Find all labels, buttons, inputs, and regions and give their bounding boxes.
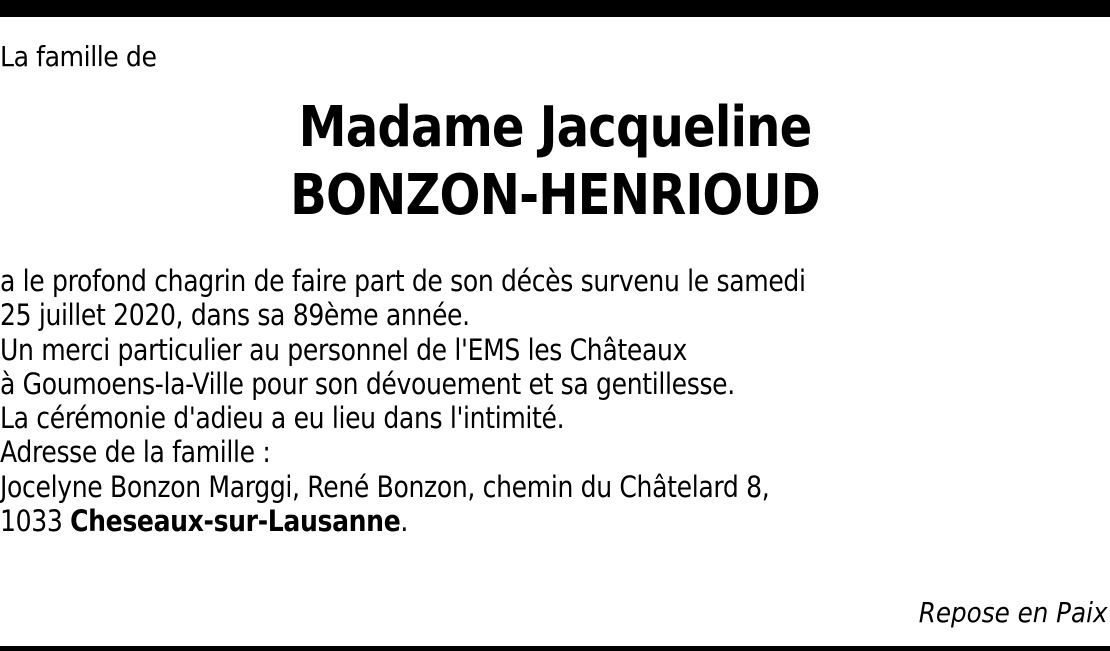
body-line: Adresse de la famille : [0, 435, 271, 470]
body-line: Un merci particulier au personnel de l'EMS les Châteaux [0, 332, 688, 367]
closing-phrase: Repose en Paix [919, 596, 1108, 629]
top-border-rule [0, 0, 1110, 17]
body-line: Jocelyne Bonzon Marggi, René Bonzon, chemin du Châtelard 8, [0, 469, 770, 504]
postal-code: 1033 [0, 504, 63, 539]
body-line: La cérémonie d'adieu a eu lieu dans l'intimité. [0, 401, 565, 436]
deceased-name [0, 94, 1110, 230]
deceased-name-line-1: Madame Jacqueline [298, 95, 812, 160]
body-line: a le profond chagrin de faire part de son décès survenu le samedi [0, 264, 806, 298]
deceased-name-line-2: BONZON-HENRIOUD [290, 163, 820, 228]
body-line: à Goumoens-la-Ville pour son dévouement et sa gentillesse. [0, 366, 735, 401]
notice-body [0, 264, 1038, 538]
intro-text: La famille de [0, 40, 157, 73]
bottom-border-rule [0, 646, 1110, 651]
body-line: 25 juillet 2020, dans sa 89ème année. [0, 298, 470, 333]
city-name: Cheseaux-sur-Lausanne [70, 504, 401, 539]
address-city-line [0, 504, 1038, 538]
city-punctuation: . [400, 504, 408, 539]
